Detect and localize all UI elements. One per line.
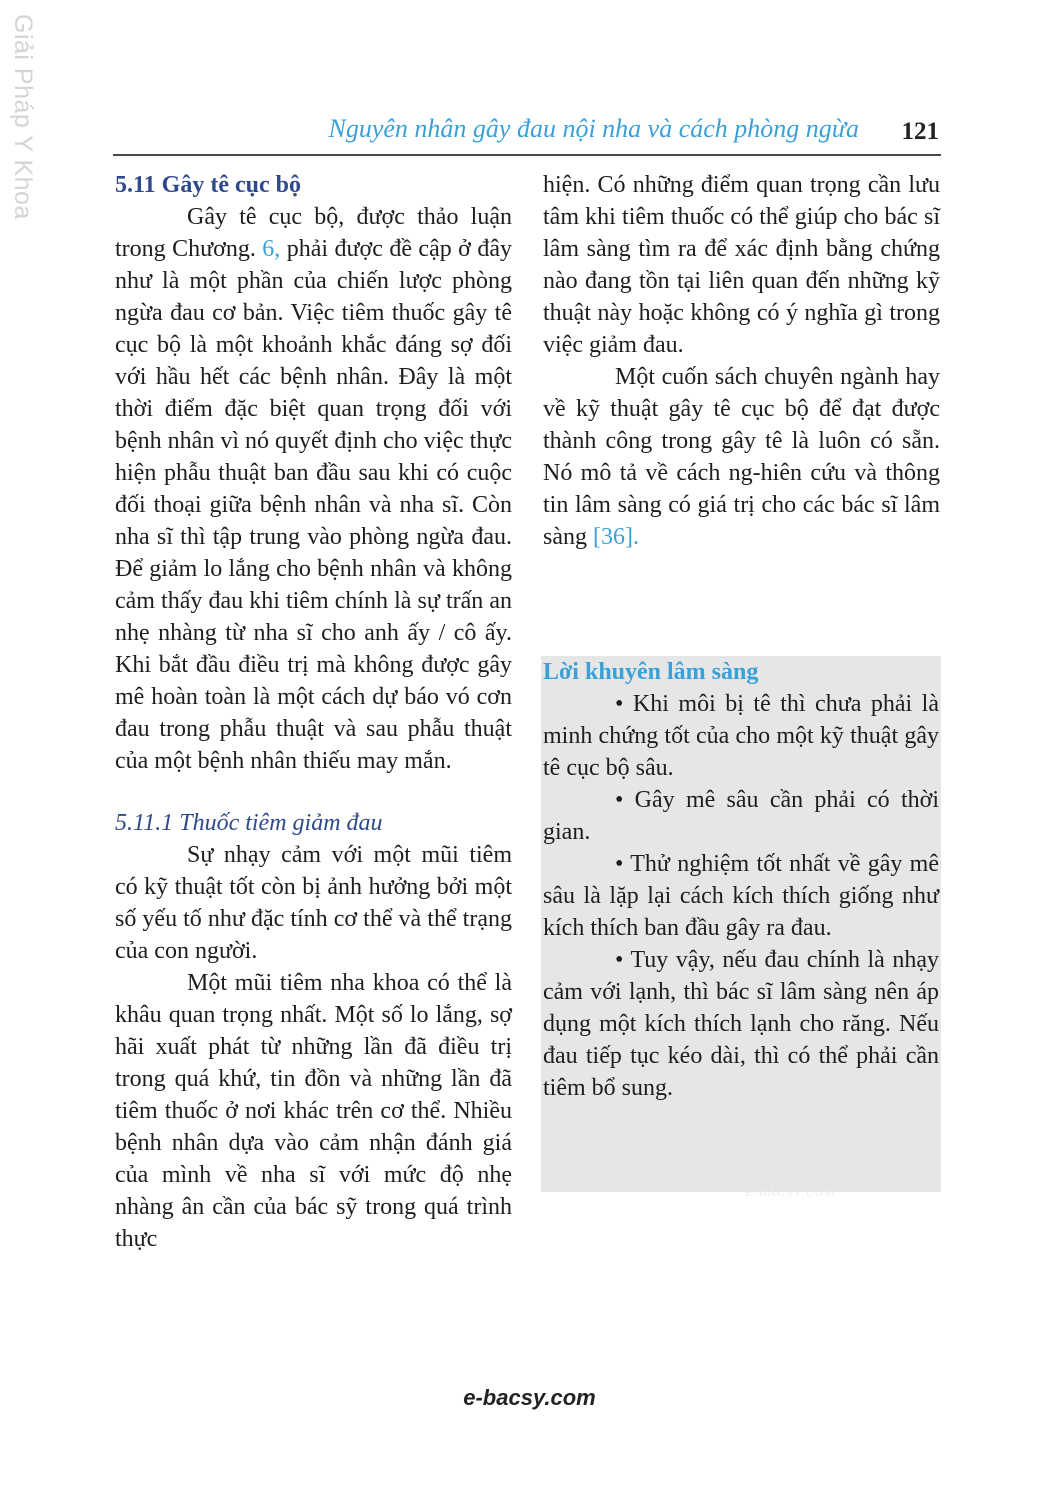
tip-item: • Thử nghiệm tốt nhất về gây mê sâu là lặp lại cách kích thích giống như kích thích ban đầu gây ra đau. — [543, 851, 939, 941]
paragraph-text: Gây tê cục bộ, được thảo luận trong Chương. — [115, 204, 512, 262]
page-header — [113, 114, 941, 156]
paragraph-text: Một cuốn sách chuyên ngành hay về kỹ thuật gây tê cục bộ để đạt được thành công trong gây tê là luôn có sẵn. Nó mô tả về cách ng-hiên cứu và thông tin lâm sàng có giá trị cho các bác sĩ lâm sàng — [543, 364, 940, 550]
side-label: Giải Pháp Y Khoa — [9, 14, 37, 220]
paragraph-injection: Một mũi tiêm nha khoa có thể là khâu quan trọng nhất. Một số lo lắng, sợ hãi xuất phát từ những lần đã điều trị trong quá khứ, tin đồn và những lần đã tiêm thuốc ở nơi khác trên cơ thể. Nhiều bệnh nhân dựa vào cảm nhận đánh giá của mình về nha sĩ với mức độ nhẹ nhàng ân cần của bác sỹ trong quá trình thực — [115, 970, 512, 1252]
chapter-reference-link[interactable]: 6, — [262, 236, 281, 262]
tip-item: • Gây mê sâu cần phải có thời gian. — [543, 787, 939, 845]
paragraph-book — [543, 361, 940, 553]
footer-site: e-bacsy.com — [463, 1385, 596, 1410]
watermark: E-BACSY.COM — [745, 1185, 837, 1199]
tip-item: • Khi môi bị tê thì chưa phải là minh chứng tốt của cho một kỹ thuật gây tê cục bộ sâu. — [543, 691, 939, 781]
clinical-tip-box — [541, 656, 941, 1192]
tip-item: • Tuy vậy, nếu đau chính là nhạy cảm với lạnh, thì bác sĩ lâm sàng nên áp dụng một kích thích lạnh cho răng. Nếu đau tiếp tục kéo dài, thì có thể phải cần tiêm bổ sung. — [543, 947, 939, 1101]
citation-reference-link[interactable]: [36]. — [593, 524, 639, 550]
page-number: 121 — [901, 118, 939, 145]
paragraph-intro — [115, 201, 512, 777]
paragraph-sensitivity: Sự nhạy cảm với một mũi tiêm có kỹ thuật tốt còn bị ảnh hưởng bởi một số yếu tố như đặc tính cơ thể và thể trạng của con người. — [115, 842, 512, 964]
running-title: Nguyên nhân gây đau nội nha và cách phòng ngừa — [328, 114, 859, 143]
left-column — [115, 169, 512, 1255]
subsection-title: 5.11.1 Thuốc tiêm giảm đau — [115, 810, 383, 836]
paragraph-text: phải được đề cập ở đây như là một phần của chiến lược phòng ngừa đau cơ bản. Việc tiêm thuốc gây tê cục bộ là một khoảnh khắc đáng sợ đối với hầu hết các bệnh nhân. Đây là một thời điểm đặc biệt quan trọng đối với bệnh nhân vì nó quyết định cho việc thực hiện phẫu thuật ban đầu sau khi có cuộc đối thoại giữa bệnh nhân và nha sĩ. Còn nha sĩ thì tập trung vào phòng ngừa đau. Để giảm lo lắng cho bệnh nhân và không cảm thấy đau khi tiêm chính là sự trấn an nhẹ nhàng từ nha sĩ cho anh ấy / cô ấy. Khi bắt đầu điều trị mà không được gây mê hoàn toàn là một cách dự báo vó cơn đau trong phẫu thuật và sau phẫu thuật của một bệnh nhân thiếu may mắn. — [115, 236, 512, 774]
paragraph-continuation: hiện. Có những điểm quan trọng cần lưu tâm khi tiêm thuốc có thể giúp cho bác sĩ lâm sàng tìm ra để xác định bằng chứng nào đang tồn tại liên quan đến những kỹ thuật này hoặc không có ý nghĩa gì trong việc giảm đau. — [543, 172, 940, 358]
section-title: 5.11 Gây tê cục bộ — [115, 172, 301, 198]
right-column — [543, 169, 940, 553]
tip-title: Lời khuyên lâm sàng — [543, 659, 759, 685]
